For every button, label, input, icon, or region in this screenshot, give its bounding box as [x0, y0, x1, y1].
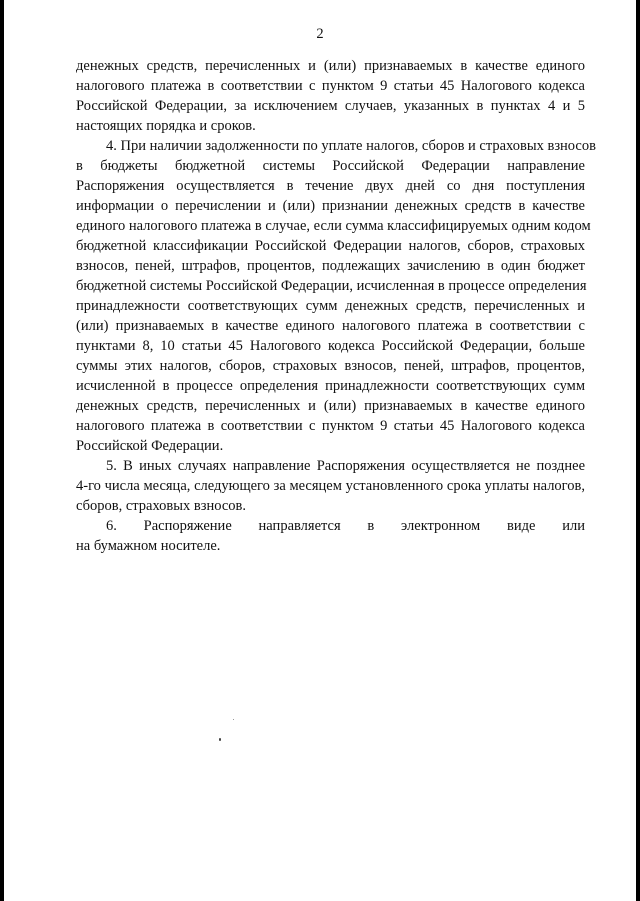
text-line: денежных средств, перечисленных и (или) признаваемых в качестве единого — [76, 398, 585, 414]
text-line: настоящих порядка и сроков. — [76, 118, 256, 134]
scan-speck — [233, 719, 234, 720]
text-line: исчисленной в процессе определения принадлежности соответствующих сумм — [76, 378, 585, 394]
text-line: 5. В иных случаях направление Распоряжения осуществляется не позднее — [106, 458, 585, 474]
text-line: Российской Федерации, за исключением случаев, указанных в пунктах 4 и 5 — [76, 98, 585, 114]
text-line: взносов, пеней, штрафов, процентов, подлежащих зачислению в один бюджет — [76, 258, 585, 274]
text-line: сборов, страховых взносов. — [76, 498, 246, 514]
document-body-text — [76, 56, 596, 556]
text-line: единого налогового платежа в случае, если сумма классифицируемых одним кодом — [76, 218, 591, 234]
text-line: денежных средств, перечисленных и (или) признаваемых в качестве единого — [76, 58, 585, 74]
text-line: суммы этих налогов, сборов, страховых взносов, пеней, штрафов, процентов, — [76, 358, 585, 374]
scan-border-left — [0, 0, 4, 901]
text-line: налогового платежа в соответствии с пунктом 9 статьи 45 Налогового кодекса — [76, 418, 585, 434]
text-line: Российской Федерации. — [76, 438, 224, 454]
text-line: налогового платежа в соответствии с пунктом 9 статьи 45 Налогового кодекса — [76, 78, 585, 94]
text-line: 4-го числа месяца, следующего за месяцем установленного срока уплаты налогов, — [76, 478, 585, 494]
text-line: бюджетной классификации Российской Федерации налогов, сборов, страховых — [76, 238, 585, 254]
text-line: пунктами 8, 10 статьи 45 Налогового кодекса Российской Федерации, больше — [76, 338, 585, 354]
text-line: в бюджеты бюджетной системы Российской Федерации направление — [76, 158, 585, 174]
text-line: Распоряжения осуществляется в течение двух дней со дня поступления — [76, 178, 585, 194]
text-line: 4. При наличии задолженности по уплате налогов, сборов и страховых взносов — [106, 138, 596, 154]
text-line: (или) признаваемых в качестве единого налогового платежа в соответствии с — [76, 318, 585, 334]
text-line: 6. Распоряжение направляется в электронном виде или — [106, 518, 585, 534]
text-line: принадлежности соответствующих сумм денежных средств, перечисленных и — [76, 298, 585, 314]
text-line: на бумажном носителе. — [76, 538, 221, 554]
text-line: бюджетной системы Российской Федерации, исчисленная в процессе определения — [76, 278, 587, 294]
scan-speck — [219, 738, 221, 741]
text-line: информации о перечислении и (или) признании денежных средств в качестве — [76, 198, 585, 214]
page-number: 2 — [316, 26, 324, 42]
scan-border-right — [636, 0, 640, 901]
